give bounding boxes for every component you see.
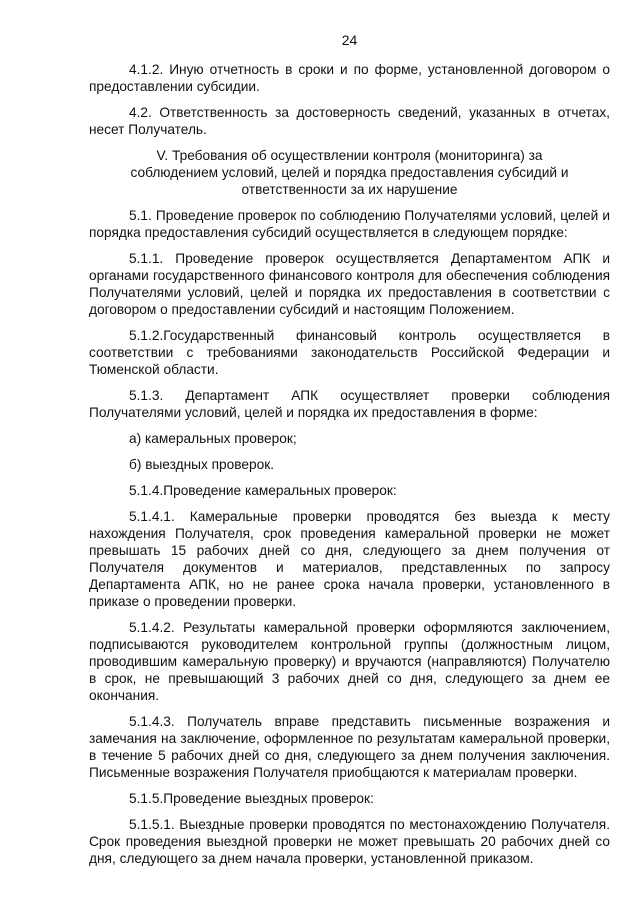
- paragraph-5-1-2: 5.1.2.Государственный финансовый контроль осуществляется в соответствии с требованиями законодательств Российской Федерации и Тюменской области.: [89, 328, 610, 377]
- list-item-b: б) выездных проверок.: [129, 457, 275, 472]
- paragraph-5-1-4-3: 5.1.4.3. Получатель вправе представить письменные возражения и замечания на заключение, оформленное по результатам камеральной проверки, в течение 5 рабочих дней со дня, следующего за днем получения заключения. Письменные возражения Получателя приобщаются к материалам проверки.: [89, 714, 610, 780]
- paragraph-4-2: 4.2. Ответственность за достоверность сведений, указанных в отчетах, несет Получатель.: [89, 105, 610, 137]
- paragraph-5-1-4-2: 5.1.4.2. Результаты камеральной проверки оформляются заключением, подписываются руководителем контрольной группы (должностным лицом, проводившим камеральную проверку) и вручаются (направляются) Получателю в срок, не превышающий 3 рабочих дней со дня, следующего за днем ее окончания.: [89, 620, 610, 703]
- page-number: 24: [341, 32, 358, 48]
- paragraph-5-1-1: 5.1.1. Проведение проверок осуществляется Департаментом АПК и органами государственного финансового контроля для обеспечения соблюдения Получателями условий, целей и порядка их предоставления в соответствии с договором о предоставлении субсидий и настоящим Положением.: [89, 251, 610, 317]
- paragraph-5-1-4-1: 5.1.4.1. Камеральные проверки проводятся без выезда к месту нахождения Получателя, срок проведения камеральной проверки не может превышать 15 рабочих дней со дня, следующего за днем получения от Получателя документов и материалов, представленных по запросу Департамента АПК, но не ранее срока начала проверки, установленного в приказе о проведении проверки.: [89, 509, 610, 609]
- section-heading-v: V. Требования об осуществлении контроля (мониторинга) за соблюдением условий, целей и порядка предоставления субсидий и ответственности за их нарушение: [130, 148, 569, 197]
- paragraph-5-1-3: 5.1.3. Департамент АПК осуществляет проверки соблюдения Получателями условий, целей и порядка их предоставления в форме:: [89, 388, 610, 420]
- paragraph-4-1-2: 4.1.2. Иную отчетность в сроки и по форме, установленной договором о предоставлении субсидии.: [89, 62, 610, 94]
- paragraph-5-1: 5.1. Проведение проверок по соблюдению Получателями условий, целей и порядка предоставления субсидий осуществляется в следующем порядке:: [89, 208, 610, 240]
- paragraph-5-1-5-1: 5.1.5.1. Выездные проверки проводятся по местонахождению Получателя. Срок проведения выездной проверки не может превышать 20 рабочих дней со дня, следующего за днем начала проверки, установленной приказом.: [89, 817, 610, 866]
- paragraph-5-1-5: 5.1.5.Проведение выездных проверок:: [129, 791, 374, 806]
- list-item-a: а) камеральных проверок;: [129, 431, 297, 446]
- paragraph-5-1-4: 5.1.4.Проведение камеральных проверок:: [129, 483, 397, 498]
